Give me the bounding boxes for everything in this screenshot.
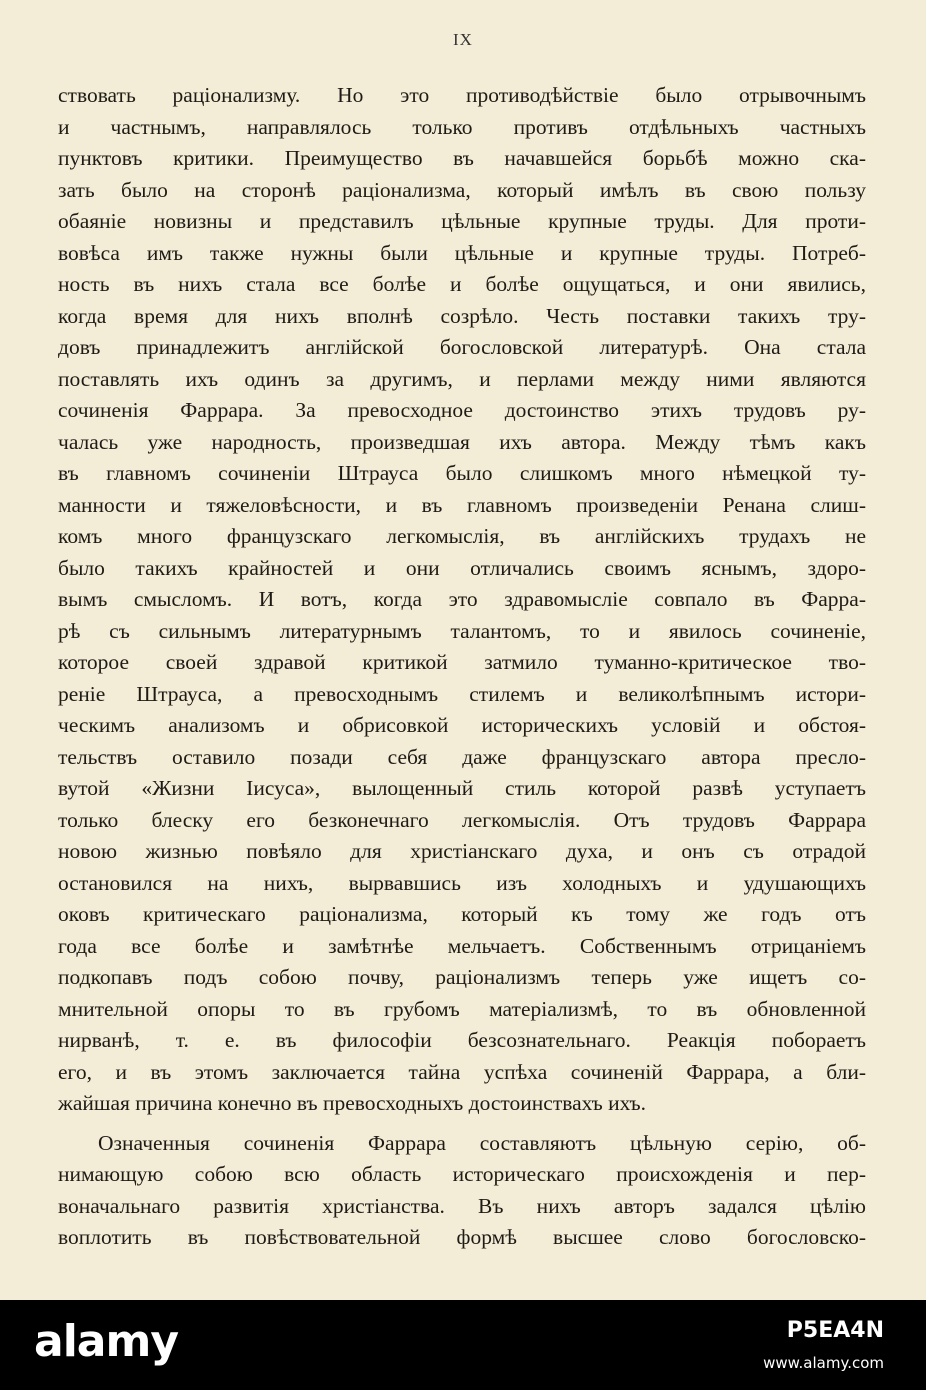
text-line: въ главномъ сочиненіи Штрауса было слишкомъ много нѣмецкой ту-: [58, 461, 866, 485]
text-line: его, и въ этомъ заключается тайна успѣха сочиненій Фаррара, а бли-: [58, 1059, 866, 1084]
text-line: воначальнаго развитія христіанства. Въ нихъ авторъ задался цѣлію: [58, 1193, 866, 1218]
text-line: вутой «Жизни Іисуса», вылощенный стиль которой развѣ уступаетъ: [58, 776, 866, 800]
stock-watermark-bar: [0, 1300, 926, 1390]
text-line: Означенныя сочиненія Фаррара составляютъ цѣльную серію, об-: [98, 1130, 866, 1155]
text-line: поставлять ихъ одинъ за другимъ, и перлами между ними являются: [58, 366, 866, 391]
page-number: IX: [453, 30, 473, 49]
text-line: нирванѣ, т. е. въ философіи безсознательнаго. Реакція побораетъ: [58, 1028, 866, 1052]
text-line: мнительной опоры то въ грубомъ матеріализмѣ, то въ обновленной: [58, 996, 866, 1021]
text-line: ческимъ анализомъ и обрисовкой историческихъ условій и обстоя-: [58, 713, 866, 737]
text-line: довъ принадлежитъ англійской богословской литературѣ. Она стала: [58, 335, 866, 359]
text-line: вымъ смысломъ. И вотъ, когда это здравомысліе совпало въ Фарра-: [58, 587, 866, 611]
text-line: нимающую собою всю область историческаго происхожденія и пер-: [58, 1162, 866, 1186]
text-line: ствовать раціонализму. Но это противодѣйствіе было отрывочнымъ: [58, 83, 866, 107]
text-line: вовѣса имъ также нужны были цѣльные и крупные труды. Потреб-: [58, 240, 866, 265]
text-line: которое своей здравой критикой затмило туманно-критическое тво-: [58, 650, 866, 674]
text-line: реніе Штрауса, а превосходнымъ стилемъ и великолѣпнымъ истори-: [58, 681, 866, 706]
text-line: жайшая причина конечно въ превосходныхъ достоинствахъ ихъ.: [58, 1091, 647, 1115]
text-line: оковъ критическаго раціонализма, который къ тому же годъ отъ: [58, 902, 866, 926]
text-line: сочиненія Фаррара. За превосходное достоинство этихъ трудовъ ру-: [58, 398, 866, 422]
text-line: рѣ съ сильнымъ литературнымъ талантомъ, то и явилось сочиненіе,: [58, 618, 866, 643]
site-url: www.alamy.com: [763, 1354, 884, 1372]
image-id: P5EA4N: [786, 1318, 884, 1343]
text-line: манности и тяжеловѣсности, и въ главномъ произведеніи Ренана слиш-: [58, 492, 866, 517]
text-line: было такихъ крайностей и они отличались своимъ яснымъ, здоро-: [58, 555, 866, 580]
body-text: [58, 80, 866, 1254]
text-line: воплотить въ повѣствовательной формѣ высшее слово богословско-: [58, 1225, 866, 1249]
text-line: ность въ нихъ стала все болѣе и болѣе ощущаться, и они явились,: [58, 272, 866, 296]
text-line: остановился на нихъ, вырвавшись изъ холодныхъ и удушающихъ: [58, 870, 866, 895]
text-line: подкопавъ подъ собою почву, раціонализмъ теперь уже ищетъ со-: [58, 965, 866, 989]
text-line: новою жизнью повѣяло для христіанскаго духа, и онъ съ отрадой: [58, 839, 866, 863]
text-line: обаяніе новизны и представилъ цѣльные крупные труды. Для проти-: [58, 209, 866, 233]
text-line: комъ много французскаго легкомыслія, въ англійскихъ трудахъ не: [58, 524, 866, 548]
text-line: года все болѣе и замѣтнѣе мельчаетъ. Собственнымъ отрицаніемъ: [58, 933, 866, 958]
text-line: тельствъ оставило позади себя даже французскаго автора пресло-: [58, 744, 866, 769]
text-line: только блеску его безконечнаго легкомыслія. Отъ трудовъ Фаррара: [58, 807, 866, 832]
text-line: пунктовъ критики. Преимущество въ начавшейся борьбѣ можно ска-: [58, 146, 866, 170]
text-line: зать было на сторонѣ раціонализма, который имѣлъ въ свою пользу: [58, 177, 866, 202]
text-line: и частнымъ, направлялось только противъ отдѣльныхъ частныхъ: [58, 114, 866, 139]
paragraph-gap: [58, 1120, 866, 1128]
text-line: когда время для нихъ вполнѣ созрѣло. Честь поставки такихъ тру-: [58, 303, 866, 328]
alamy-logo: alamy: [34, 1316, 178, 1367]
text-line: чалась уже народность, произведшая ихъ автора. Между тѣмъ какъ: [58, 429, 866, 454]
